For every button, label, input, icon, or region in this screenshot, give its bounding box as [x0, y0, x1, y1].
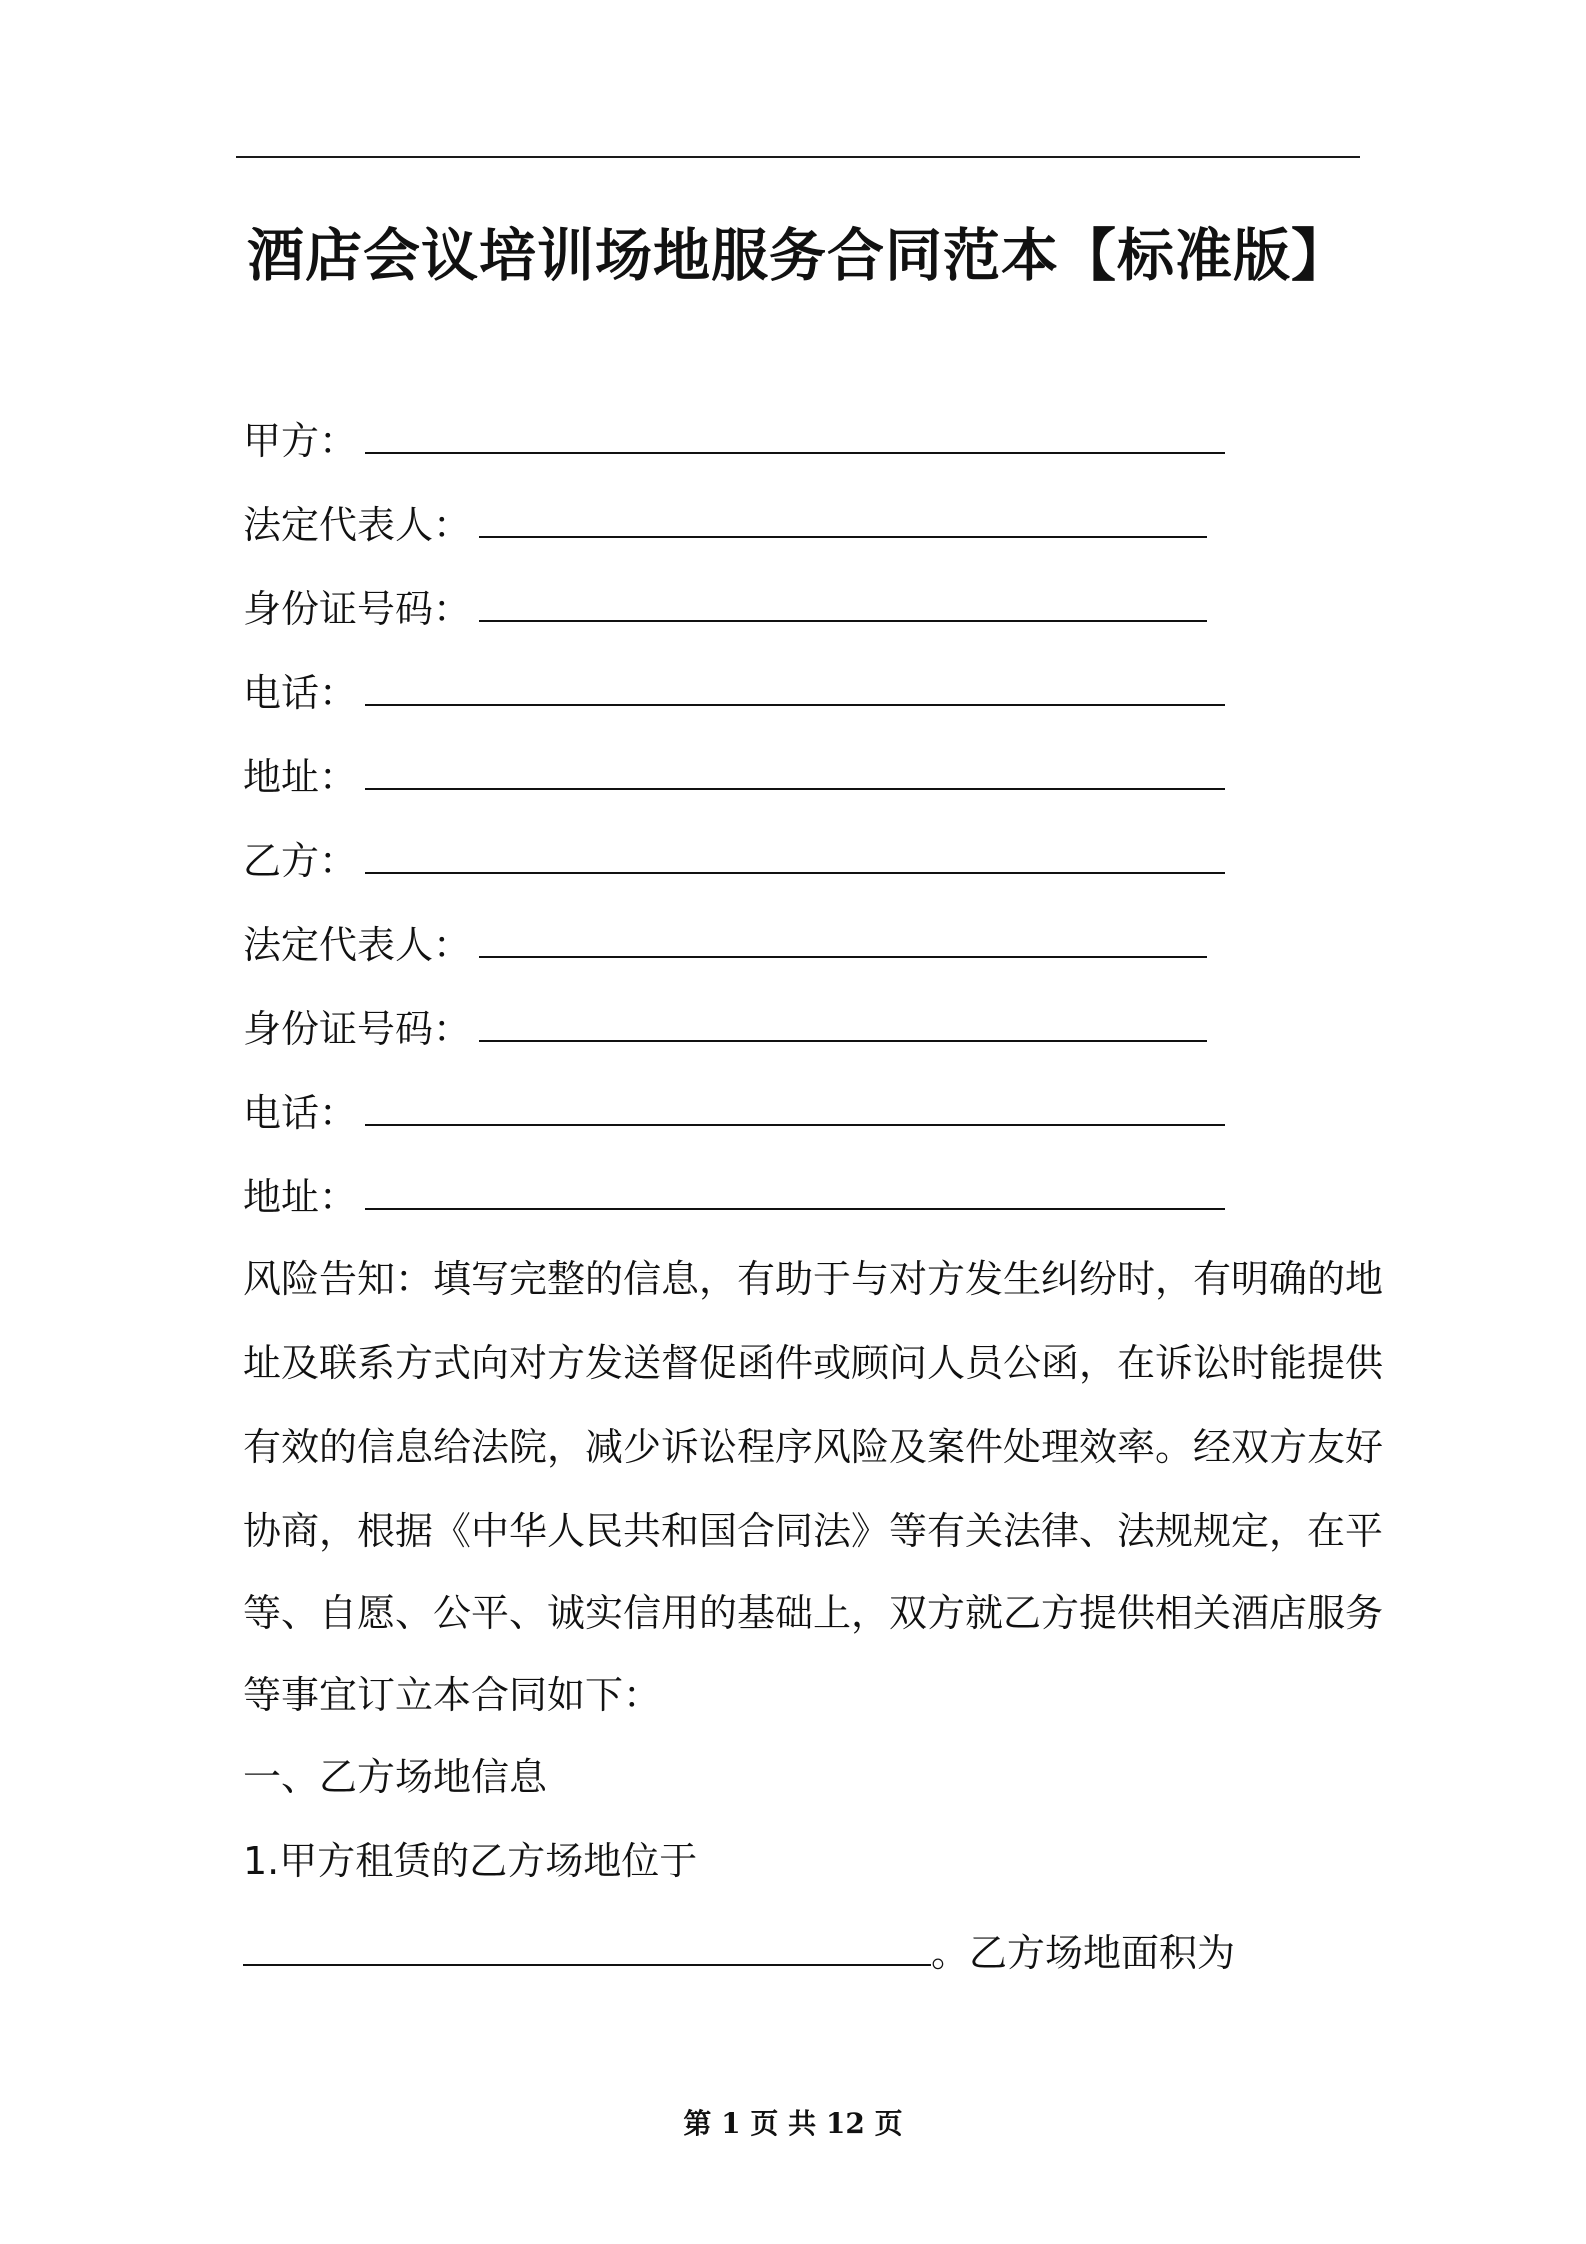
party-a-id-line	[243, 587, 1207, 631]
party-b-phone-blank[interactable]	[365, 1098, 1225, 1126]
party-a-address-line	[243, 755, 1225, 799]
party-a-phone-line	[243, 671, 1225, 715]
party-b-address-label: 地址：	[243, 1175, 358, 1219]
preamble-line: 等事宜订立本合同如下：	[243, 1673, 662, 1717]
item-1-continuation-line	[243, 1931, 1236, 1975]
header-rule	[236, 156, 1360, 158]
party-a-rep-line	[243, 503, 1207, 547]
party-b-name-blank[interactable]	[365, 846, 1225, 874]
party-b-rep-blank[interactable]	[479, 930, 1207, 958]
party-b-phone-line	[243, 1091, 1225, 1135]
preamble-line: 协商，根据《中华人民共和国合同法》等有关法律、法规规定，在平	[243, 1509, 1384, 1553]
item-1-location-blank[interactable]	[243, 1938, 931, 1966]
document-title: 酒店会议培训场地服务合同范本【标准版】	[247, 223, 1349, 289]
party-b-id-label: 身份证号码：	[243, 1007, 472, 1051]
preamble-line: 风险告知：填写完整的信息，有助于与对方发生纠纷时，有明确的地	[243, 1257, 1384, 1301]
party-a-rep-label: 法定代表人：	[243, 503, 472, 547]
party-a-address-blank[interactable]	[365, 762, 1225, 790]
party-b-name-label: 乙方：	[243, 839, 358, 883]
party-b-rep-line	[243, 923, 1207, 967]
page-footer: 第 1 页 共 12 页	[683, 2107, 903, 2140]
preamble-line: 等、自愿、公平、诚实信用的基础上，双方就乙方提供相关酒店服务	[243, 1591, 1384, 1635]
party-a-rep-blank[interactable]	[479, 510, 1207, 538]
party-a-address-label: 地址：	[243, 755, 358, 799]
party-a-id-blank[interactable]	[479, 594, 1207, 622]
party-b-address-line	[243, 1175, 1225, 1219]
party-a-id-label: 身份证号码：	[243, 587, 472, 631]
party-b-address-blank[interactable]	[365, 1182, 1225, 1210]
item-1-continuation: 。乙方场地面积为	[931, 1931, 1236, 1975]
party-b-phone-label: 电话：	[243, 1091, 358, 1135]
party-b-rep-label: 法定代表人：	[243, 923, 472, 967]
party-b-name-line	[243, 839, 1225, 883]
party-a-name-label: 甲方：	[243, 419, 358, 463]
section-1-heading: 一、乙方场地信息	[243, 1755, 548, 1799]
party-a-phone-blank[interactable]	[365, 678, 1225, 706]
party-a-phone-label: 电话：	[243, 671, 358, 715]
preamble-line: 有效的信息给法院，减少诉讼程序风险及案件处理效率。经双方友好	[243, 1425, 1384, 1469]
party-b-id-blank[interactable]	[479, 1014, 1207, 1042]
party-a-name-blank[interactable]	[365, 426, 1225, 454]
preamble-line: 址及联系方式向对方发送督促函件或顾问人员公函，在诉讼时能提供	[243, 1341, 1384, 1385]
item-1-text: 1.甲方租赁的乙方场地位于	[243, 1839, 698, 1883]
party-a-name-line	[243, 419, 1225, 463]
party-b-id-line	[243, 1007, 1207, 1051]
